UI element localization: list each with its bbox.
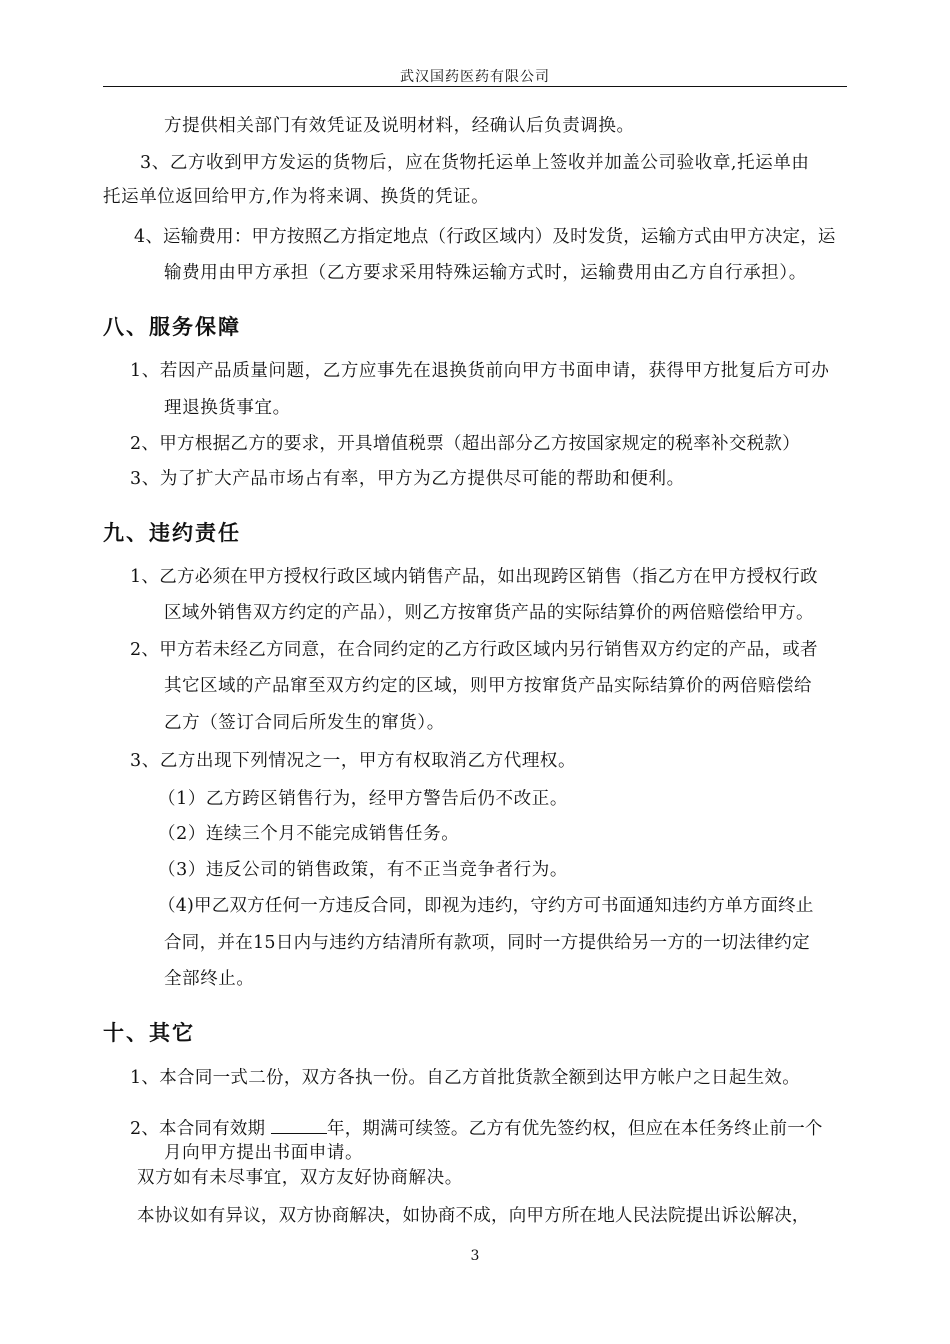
section-heading-liability: 九、违约责任: [103, 521, 241, 545]
paragraph-line: 2、甲方根据乙方的要求，开具增值税票（超出部分乙方按国家规定的税率补交税款）: [130, 434, 801, 454]
paragraph-line: 托运单位返回给甲方,作为将来调、换货的凭证。: [103, 187, 490, 207]
paragraph-line: 3、乙方出现下列情况之一，甲方有权取消乙方代理权。: [130, 751, 577, 771]
paragraph-line: 全部终止。: [164, 969, 255, 989]
paragraph-line-term: [130, 1117, 823, 1140]
paragraph-line: 1、若因产品质量问题，乙方应事先在退换货前向甲方书面申请，获得甲方批复后方可办: [130, 361, 830, 381]
paragraph-line: 3、乙方收到甲方发运的货物后，应在货物托运单上签收并加盖公司验收章,托运单由: [140, 153, 810, 173]
paragraph-line: 输费用由甲方承担（乙方要求采用特殊运输方式时，运输费用由乙方自行承担）。: [164, 263, 807, 283]
paragraph-line: 3、为了扩大产品市场占有率，甲方为乙方提供尽可能的帮助和便利。: [130, 469, 685, 489]
paragraph-line: （3）违反公司的销售政策，有不正当竞争者行为。: [158, 860, 568, 880]
section-heading-service: 八、服务保障: [103, 315, 241, 339]
paragraph-line: 方提供相关部门有效凭证及说明材料，经确认后负责调换。: [164, 116, 635, 136]
paragraph-line: 理退换货事宜。: [164, 398, 291, 418]
paragraph-line: 其它区域的产品窜至双方约定的区域，则甲方按窜货产品实际结算价的两倍赔偿给: [164, 676, 812, 696]
term-prefix: 2、本合同有效期: [130, 1119, 266, 1139]
paragraph-line: （4)甲乙双方任何一方违反合同，即视为违约，守约方可书面通知违约方单方面终止: [158, 896, 814, 916]
term-years-blank: [271, 1117, 327, 1134]
paragraph-line: 2、甲方若未经乙方同意，在合同约定的乙方行政区域内另行销售双方约定的产品，或者: [130, 640, 818, 660]
paragraph-line: 乙方（签订合同后所发生的窜货）。: [164, 713, 445, 733]
paragraph-line: （2）连续三个月不能完成销售任务。: [158, 824, 460, 844]
paragraph-line: 合同，并在15日内与违约方结清所有款项，同时一方提供给另一方的一切法律约定: [164, 933, 810, 953]
paragraph-line: 1、本合同一式二份，双方各执一份。自乙方首批货款全额到达甲方帐户之日起生效。: [130, 1068, 801, 1088]
header-rule: [103, 86, 847, 87]
paragraph-line: 4、运输费用：甲方按照乙方指定地点（行政区域内）及时发货，运输方式由甲方决定，运: [134, 227, 836, 247]
paragraph-line: 双方如有未尽事宜，双方友好协商解决。: [137, 1168, 463, 1188]
term-suffix: 年，期满可续签。乙方有优先签约权，但应在本任务终止前一个: [327, 1119, 823, 1139]
paragraph-line: 区域外销售双方约定的产品），则乙方按窜货产品的实际结算价的两倍赔偿给甲方。: [164, 603, 814, 623]
section-heading-other: 十、其它: [103, 1021, 195, 1045]
page-header-company: 武汉国药医药有限公司: [400, 69, 550, 85]
paragraph-line: 本协议如有异议，双方协商解决，如协商不成，向甲方所在地人民法院提出诉讼解决，: [137, 1206, 810, 1226]
paragraph-line: 月向甲方提出书面申请。: [164, 1143, 364, 1163]
paragraph-line: （1）乙方跨区销售行为，经甲方警告后仍不改正。: [158, 789, 568, 809]
page-number: 3: [470, 1248, 480, 1264]
paragraph-line: 1、乙方必须在甲方授权行政区域内销售产品，如出现跨区销售（指乙方在甲方授权行政: [130, 567, 818, 587]
